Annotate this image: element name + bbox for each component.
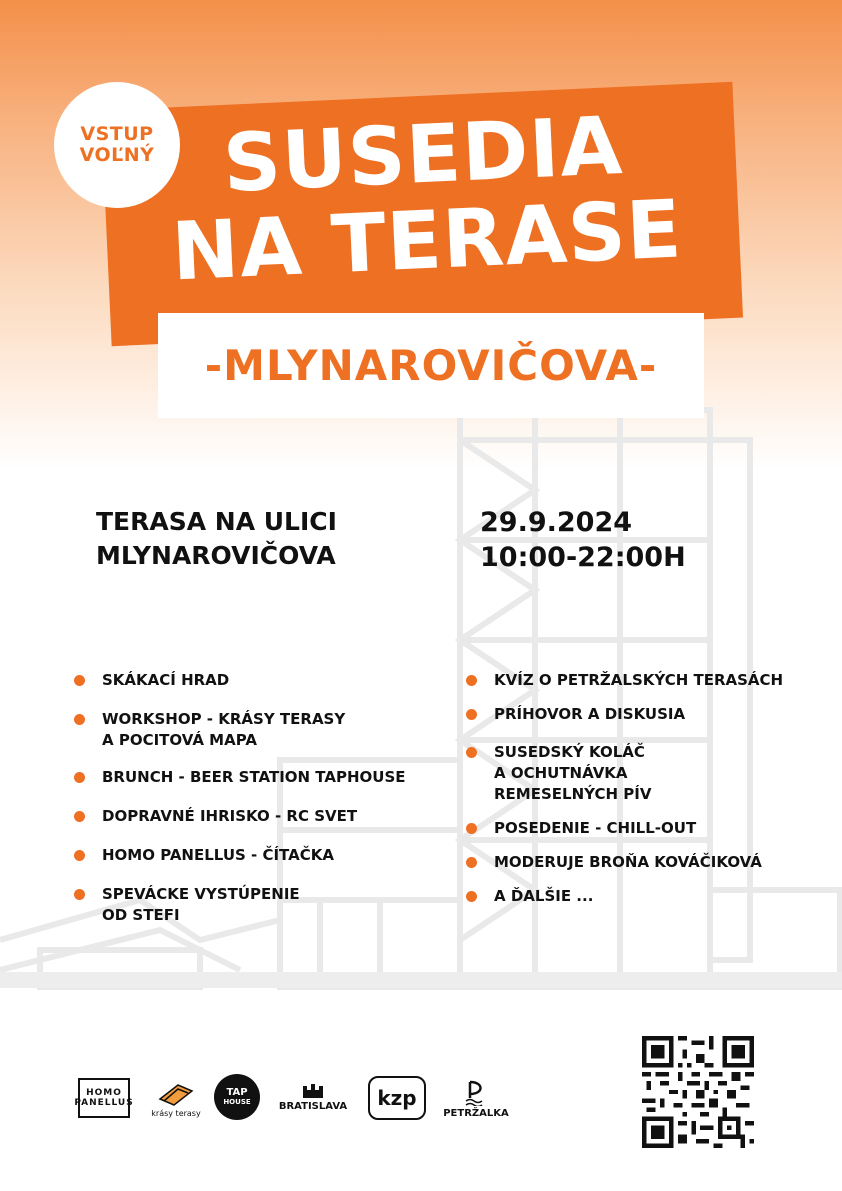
program-item: SUSEDSKÝ KOLÁČ A OCHUTNÁVKA REMESELNÝCH PÍV bbox=[466, 742, 826, 805]
bullet-dot-icon bbox=[74, 889, 85, 900]
subtitle-box bbox=[158, 313, 704, 418]
subtitle: -MLYNAROVIČOVA- bbox=[204, 341, 658, 390]
petrzalka-emblem-icon bbox=[464, 1080, 488, 1106]
badge-line-1: VSTUP bbox=[80, 123, 154, 145]
bullet-dot-icon bbox=[74, 675, 85, 686]
bratislava-logo: BRATISLAVA bbox=[276, 1080, 350, 1116]
badge-line-2: VOĽNÝ bbox=[79, 144, 155, 166]
event-title bbox=[106, 98, 743, 298]
qr-code-icon[interactable] bbox=[642, 1036, 754, 1148]
bullet-dot-icon bbox=[466, 857, 477, 868]
program-item: WORKSHOP - KRÁSY TERASY A POCITOVÁ MAPA bbox=[74, 709, 454, 751]
partner-logos bbox=[74, 1068, 518, 1128]
tap-house-logo: TAP HOUSE bbox=[214, 1074, 260, 1120]
program-list-left bbox=[74, 670, 454, 926]
program-item: HOMO PANELLUS - ČÍTAČKA bbox=[74, 845, 454, 866]
location-line-1: TERASA NA ULICI bbox=[96, 507, 337, 536]
ground-band bbox=[0, 972, 842, 988]
event-time: 10:00-22:00H bbox=[480, 542, 686, 573]
event-date: 29.9.2024 bbox=[480, 507, 633, 538]
location-line-2: MLYNAROVIČOVA bbox=[96, 541, 336, 570]
bratislava-castle-icon bbox=[302, 1084, 324, 1098]
kzp-logo: kzp bbox=[368, 1076, 426, 1120]
bullet-dot-icon bbox=[74, 850, 85, 861]
program-item: PRÍHOVOR A DISKUSIA bbox=[466, 704, 826, 725]
datetime-info bbox=[480, 505, 686, 575]
program-item: SKÁKACÍ HRAD bbox=[74, 670, 454, 691]
krasy-terasy-logo: krásy terasy bbox=[148, 1070, 204, 1126]
petrzalka-logo: PETRŽALKA bbox=[438, 1074, 514, 1124]
bullet-dot-icon bbox=[466, 823, 477, 834]
program-item: KVÍZ O PETRŽALSKÝCH TERASÁCH bbox=[466, 670, 826, 691]
title-line-2: NA TERASE bbox=[169, 182, 685, 299]
program-list-right bbox=[466, 670, 826, 907]
bullet-dot-icon bbox=[466, 891, 477, 902]
krasy-terasy-icon bbox=[156, 1079, 196, 1109]
bullet-dot-icon bbox=[466, 675, 477, 686]
homo-panellus-logo: HOMO PANELLUS bbox=[78, 1078, 130, 1118]
program-item: POSEDENIE - CHILL-OUT bbox=[466, 818, 826, 839]
bullet-dot-icon bbox=[74, 714, 85, 725]
location-info bbox=[96, 505, 337, 573]
program-item: DOPRAVNÉ IHRISKO - RC SVET bbox=[74, 806, 454, 827]
title-line-1: SUSEDIA bbox=[221, 99, 625, 211]
program-item: MODERUJE BROŇA KOVÁČIKOVÁ bbox=[466, 852, 826, 873]
program-item: BRUNCH - BEER STATION TAPHOUSE bbox=[74, 767, 454, 788]
bullet-dot-icon bbox=[466, 709, 477, 720]
program-item: SPEVÁCKE VYSTÚPENIE OD STEFI bbox=[74, 884, 454, 926]
bullet-dot-icon bbox=[74, 772, 85, 783]
bullet-dot-icon bbox=[74, 811, 85, 822]
bullet-dot-icon bbox=[466, 747, 477, 758]
program-item: A ĎALŠIE ... bbox=[466, 886, 826, 907]
